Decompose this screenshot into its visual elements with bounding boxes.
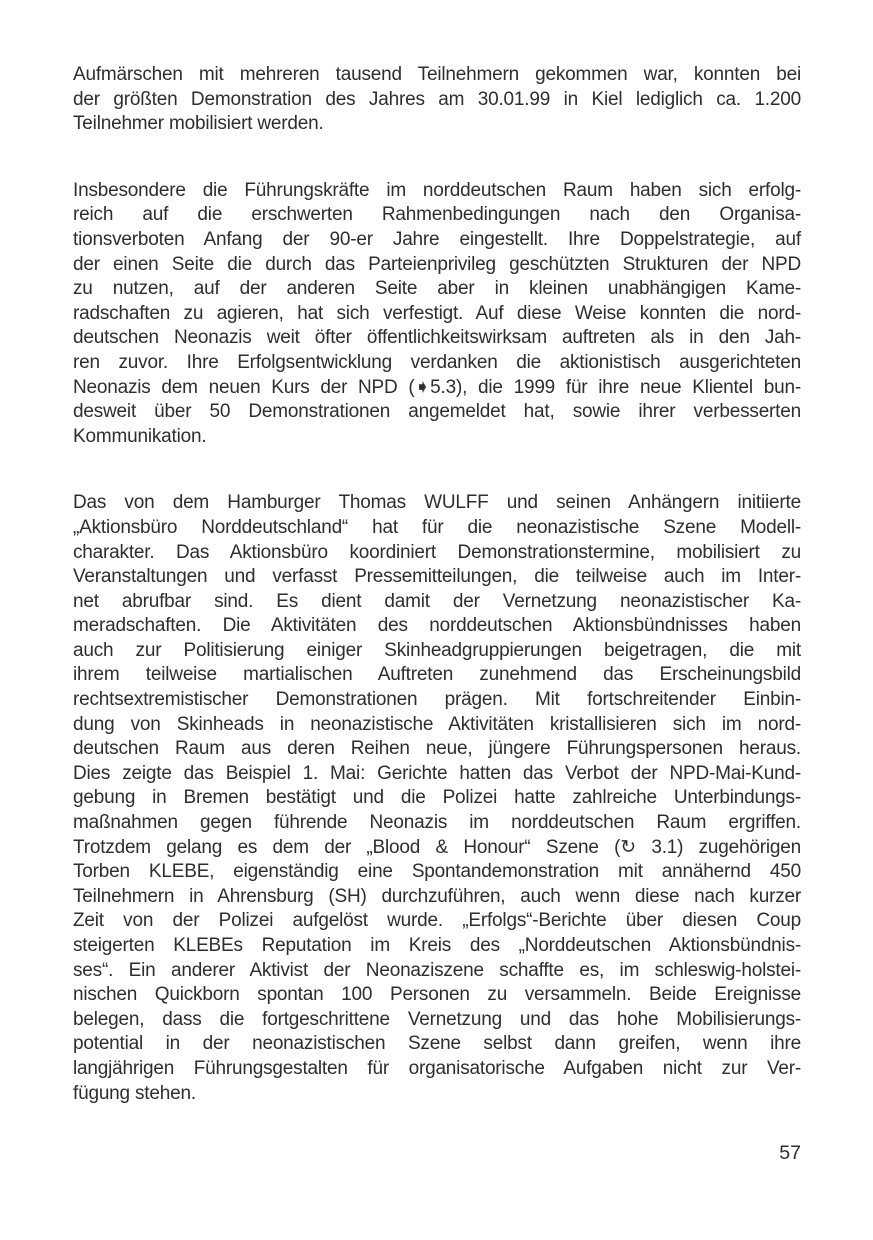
text-line: deutschen Neonazis weit öfter öffentlichkeitswirksam auftreten als in den Jah-	[73, 327, 801, 349]
text-line: langjährigen Führungsgestalten für organisatorische Aufgaben nicht zur Ver-	[73, 1057, 801, 1079]
text-line: potential in der neonazistischen Szene selbst dann greifen, wenn ihre	[73, 1033, 801, 1055]
text-line: net abrufbar sind. Es dient damit der Vernetzung neonazistischer Ka-	[73, 590, 801, 612]
text-line: Das von dem Hamburger Thomas WULFF und seinen Anhängern initiierte	[73, 492, 801, 514]
text-line: Insbesondere die Führungskräfte im norddeutschen Raum haben sich erfolg-	[73, 179, 801, 201]
text-line: charakter. Das Aktionsbüro koordiniert Demonstrationstermine, mobilisiert zu	[73, 541, 801, 563]
text-line: Aufmärschen mit mehreren tausend Teilnehmern gekommen war, konnten bei	[73, 64, 801, 85]
text-line: Neonazis dem neuen Kurs der NPD (➧5.3), die 1999 für ihre neue Klientel bun-	[73, 376, 801, 398]
text-line: zu nutzen, auf der anderen Seite aber in kleinen unabhängigen Kame-	[73, 278, 801, 300]
text-line: Trotzdem gelang es dem der „Blood & Honour“ Szene (↻ 3.1) zugehörigen	[73, 836, 801, 858]
text-line: meradschaften. Die Aktivitäten des norddeutschen Aktionsbündnisses haben	[73, 615, 801, 637]
text-line: „Aktionsbüro Norddeutschland“ hat für die neonazistische Szene Modell-	[73, 516, 801, 538]
paragraph	[73, 179, 801, 450]
text-line: Torben KLEBE, eigenständig eine Spontandemonstration mit annähernd 450	[73, 861, 801, 883]
text-line: Teilnehmer mobilisiert werden.	[73, 113, 324, 135]
body-text	[73, 63, 801, 1106]
text-line: fügung stehen.	[73, 1082, 196, 1104]
text-line: Teilnehmern in Ahrensburg (SH) durchzuführen, auch wenn diese nach kurzer	[73, 885, 801, 907]
text-line: belegen, dass die fortgeschrittene Vernetzung und das hohe Mobilisierungs-	[73, 1008, 801, 1030]
text-line: der größten Demonstration des Jahres am 30.01.99 in Kiel lediglich ca. 1.200	[73, 88, 801, 110]
text-line: auch zur Politisierung einiger Skinheadgruppierungen beigetragen, die mit	[73, 639, 801, 661]
text-line: maßnahmen gegen führende Neonazis im norddeutschen Raum ergriffen.	[73, 812, 801, 834]
page-number: 57	[779, 1142, 801, 1164]
text-line: Zeit von der Polizei aufgelöst wurde. „Erfolgs“-Berichte über diesen Coup	[73, 910, 801, 932]
text-line: gebung in Bremen bestätigt und die Polizei hatte zahlreiche Unterbindungs-	[73, 787, 801, 809]
text-line: nischen Quickborn spontan 100 Personen zu versammeln. Beide Ereignisse	[73, 984, 801, 1006]
text-line: radschaften zu agieren, hat sich verfestigt. Auf diese Weise konnten die nord-	[73, 302, 801, 324]
text-line: deutschen Raum aus deren Reihen neue, jüngere Führungspersonen heraus.	[73, 738, 801, 760]
text-line: rechtsextremistischer Demonstrationen prägen. Mit fortschreitender Einbin-	[73, 689, 801, 711]
text-line: ses“. Ein anderer Aktivist der Neonaziszene schaffte es, im schleswig-holstei-	[73, 959, 801, 981]
paragraph	[73, 491, 801, 1106]
text-line: ren zuvor. Ihre Erfolgsentwicklung verdanken die aktionistisch ausgerichteten	[73, 351, 801, 373]
text-line: Kommunikation.	[73, 425, 207, 447]
text-line: Veranstaltungen und verfasst Pressemitteilungen, die teilweise auch im Inter-	[73, 566, 801, 588]
text-line: Dies zeigte das Beispiel 1. Mai: Gerichte hatten das Verbot der NPD-Mai-Kund-	[73, 762, 801, 784]
text-line: steigerten KLEBEs Reputation im Kreis des „Norddeutschen Aktionsbündnis-	[73, 935, 801, 956]
text-line: dung von Skinheads in neonazistische Aktivitäten kristallisieren sich im nord-	[73, 713, 801, 735]
paragraph	[73, 63, 801, 137]
text-line: reich auf die erschwerten Rahmenbedingungen nach den Organisa-	[73, 204, 801, 226]
text-line: desweit über 50 Demonstrationen angemeldet hat, sowie ihrer verbesserten	[73, 401, 801, 423]
text-line: der einen Seite die durch das Parteienprivileg geschützten Strukturen der NPD	[73, 253, 801, 275]
text-line: tionsverboten Anfang der 90-er Jahre eingestellt. Ihre Doppelstrategie, auf	[73, 228, 801, 250]
text-line: ihrem teilweise martialischen Auftreten zunehmend das Erscheinungsbild	[73, 664, 801, 686]
